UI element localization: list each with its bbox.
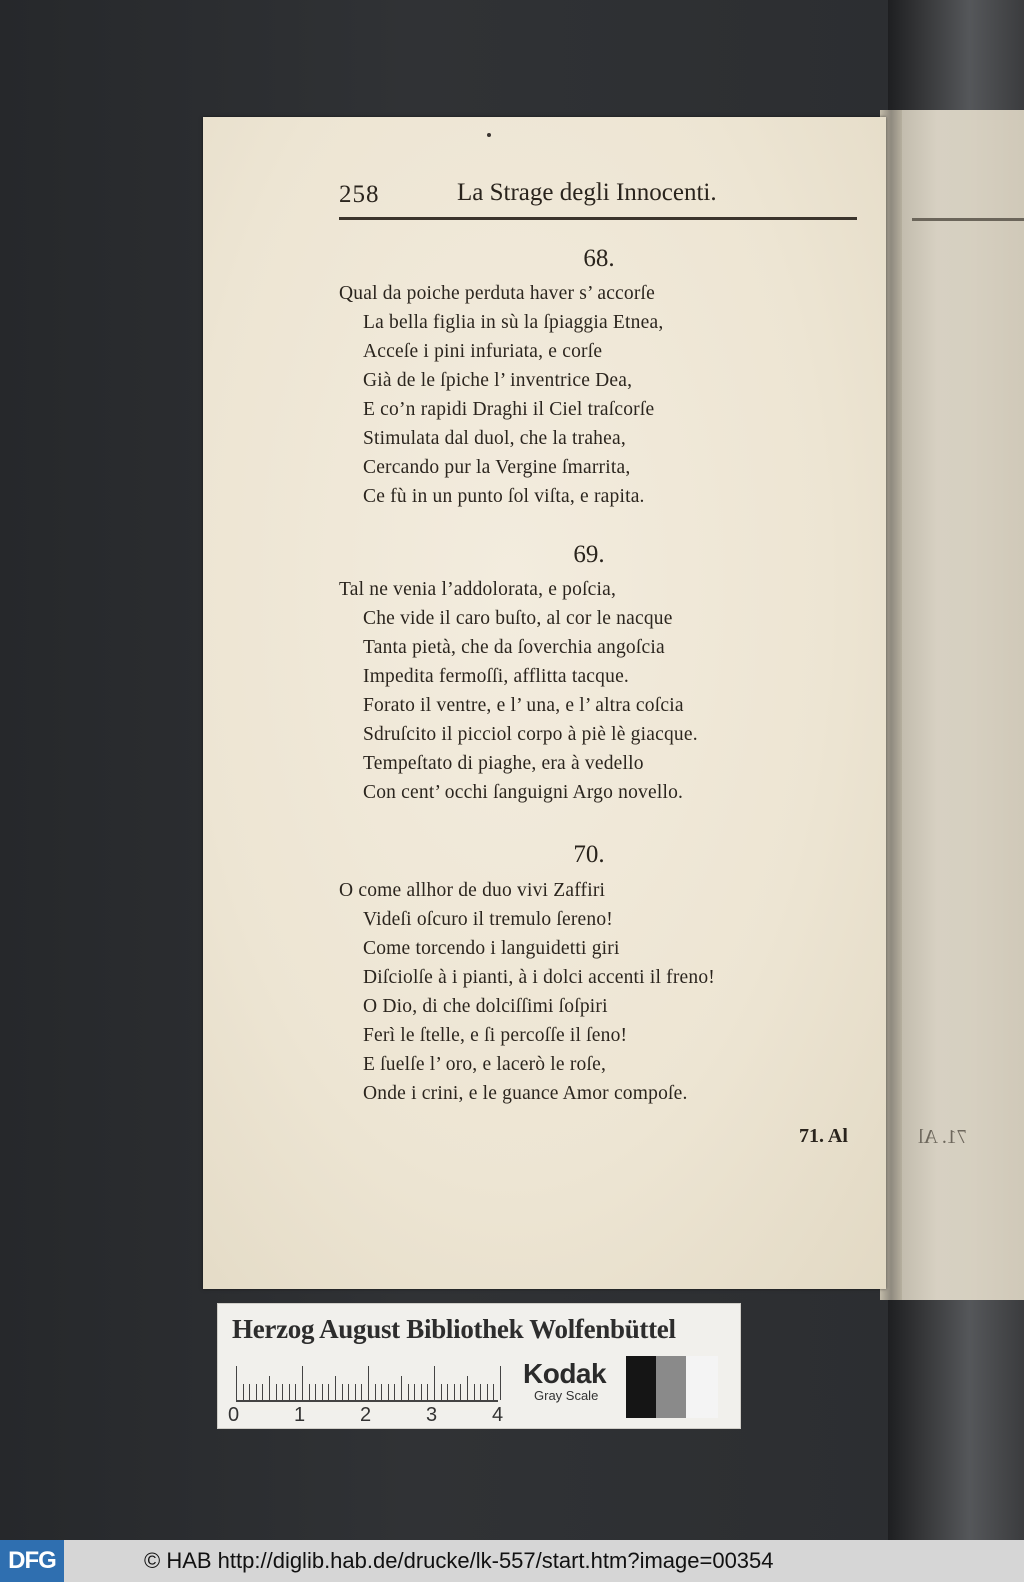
gray-scale-patches: [626, 1356, 718, 1418]
ruler-tick: [388, 1384, 389, 1400]
verse-line: Stimulata dal duol, che la trahea,: [363, 428, 626, 449]
ruler-label: 4: [492, 1404, 504, 1426]
verse-line: Cercando pur la Vergine ſmarrita,: [363, 457, 631, 478]
verse-line: Che vide il caro buſto, al cor le nacque: [363, 608, 673, 629]
verse-line: Onde i crini, e le guance Amor compoſe.: [363, 1083, 688, 1104]
page-header: [339, 177, 855, 217]
ruler-tick: [309, 1384, 310, 1400]
ruler-tick: [348, 1384, 349, 1400]
verse-line: Diſciolſe à i pianti, à i dolci accenti il freno!: [363, 967, 716, 988]
ruler-tick: [335, 1376, 336, 1400]
target-title: Herzog August Bibliothek Wolfenbüttel: [232, 1314, 676, 1344]
verse-line: O come allhor de duo vivi Zaffiri: [339, 880, 606, 901]
verse-line: Sdruſcito il picciol corpo à piè lè giacque.: [363, 724, 698, 745]
verse-line: E ſuelſe l’ oro, e lacerò le roſe,: [363, 1054, 607, 1075]
ruler-tick: [441, 1384, 442, 1400]
ruler-tick: [480, 1384, 481, 1400]
page-number: 258: [339, 181, 380, 208]
ruler-tick: [295, 1384, 296, 1400]
facing-page-rule: [912, 218, 1024, 221]
ruler-tick: [315, 1384, 316, 1400]
ruler-tick: [243, 1384, 244, 1400]
ruler-tick: [460, 1384, 461, 1400]
ruler-tick: [276, 1384, 277, 1400]
ruler-tick: [289, 1384, 290, 1400]
verse-line: Impedita fermoſſi, afflitta tacque.: [363, 666, 629, 687]
ruler-tick: [361, 1384, 362, 1400]
ruler-baseline: [236, 1400, 498, 1402]
white-patch: [686, 1356, 718, 1418]
ruler-tick: [236, 1366, 237, 1400]
ruler-tick: [487, 1384, 488, 1400]
ruler-label: 1: [294, 1404, 306, 1426]
ruler-tick: [408, 1384, 409, 1400]
dfg-logo: DFG: [0, 1540, 64, 1582]
verse-line: Con cent’ occhi ſanguigni Argo novello.: [363, 782, 684, 803]
ruler-tick: [500, 1366, 501, 1400]
ruler-tick: [434, 1366, 435, 1400]
ruler-tick: [342, 1384, 343, 1400]
catchword: 71. Al: [799, 1125, 848, 1147]
ruler-label: 2: [360, 1404, 372, 1426]
kodak-logo: Kodak: [523, 1358, 607, 1389]
ruler-tick: [249, 1384, 250, 1400]
ruler-tick: [421, 1384, 422, 1400]
ruler-tick: [269, 1376, 270, 1400]
ruler-tick: [401, 1376, 402, 1400]
ruler-tick: [427, 1384, 428, 1400]
gray-scale-label: Gray Scale: [534, 1388, 599, 1403]
ruler-label: 0: [228, 1404, 240, 1426]
verse-line: Già de le ſpiche l’ inventrice Dea,: [363, 370, 633, 391]
ruler-tick: [474, 1384, 475, 1400]
scale-ruler: [236, 1362, 498, 1402]
verse-line: O Dio, di che dolciſſimi ſoſpiri: [363, 996, 608, 1017]
ruler-tick: [262, 1384, 263, 1400]
ruler-tick: [328, 1384, 329, 1400]
copyright-credit: © HAB http://diglib.hab.de/drucke/lk-557/start.htm?image=00354: [144, 1548, 774, 1573]
ruler-labels: [228, 1404, 508, 1428]
ruler-tick: [368, 1366, 369, 1400]
ruler-tick: [394, 1384, 395, 1400]
verse-line: Ferì le ſtelle, e ſi percoſſe il ſeno!: [363, 1025, 628, 1046]
facing-page: [900, 110, 1024, 1300]
color-target: [217, 1303, 741, 1429]
verse-line: Ce fù in un punto ſol viſta, e rapita.: [363, 486, 645, 507]
ruler-label: 3: [426, 1404, 438, 1426]
facing-page-catchword: 71. Al: [918, 1126, 967, 1148]
verse-line: Acceſe i pini infuriata, e corſe: [363, 341, 603, 362]
ruler-tick: [355, 1384, 356, 1400]
black-patch: [626, 1356, 656, 1418]
gray-patch: [656, 1356, 686, 1418]
book-page: [203, 117, 886, 1289]
ruler-tick: [447, 1384, 448, 1400]
verse-line: Videſi oſcuro il tremulo ſereno!: [363, 909, 613, 930]
header-rule: [339, 217, 857, 220]
verse-line: Tempeſtato di piaghe, era à vedello: [363, 753, 644, 774]
ruler-tick: [302, 1366, 303, 1400]
ruler-tick: [322, 1384, 323, 1400]
verse-line: Tal ne venia l’addolorata, e poſcia,: [339, 579, 617, 600]
ruler-tick: [414, 1384, 415, 1400]
page-mark: [487, 133, 491, 137]
verse-line: E co’n rapidi Draghi il Ciel traſcorſe: [363, 399, 655, 420]
verse-line: Tanta pietà, che da ſoverchia angoſcia: [363, 637, 665, 658]
ruler-tick: [493, 1384, 494, 1400]
stanza-number: 69.: [573, 541, 605, 568]
verse-line: Qual da poiche perduta haver s’ accorſe: [339, 283, 656, 304]
ruler-tick: [282, 1384, 283, 1400]
ruler-tick: [375, 1384, 376, 1400]
ruler-tick: [256, 1384, 257, 1400]
verse-line: Forato il ventre, e l’ una, e l’ altra coſcia: [363, 695, 684, 716]
ruler-tick: [467, 1376, 468, 1400]
ruler-tick: [454, 1384, 455, 1400]
stanza-number: 70.: [573, 841, 605, 868]
running-title: La Strage degli Innocenti.: [457, 179, 717, 206]
verse-line: Come torcendo i languidetti giri: [363, 938, 620, 959]
verse-line: La bella figlia in sù la ſpiaggia Etnea,: [363, 312, 664, 333]
footer-bar: [0, 1540, 1024, 1582]
stanza-number: 68.: [583, 245, 615, 272]
ruler-tick: [381, 1384, 382, 1400]
